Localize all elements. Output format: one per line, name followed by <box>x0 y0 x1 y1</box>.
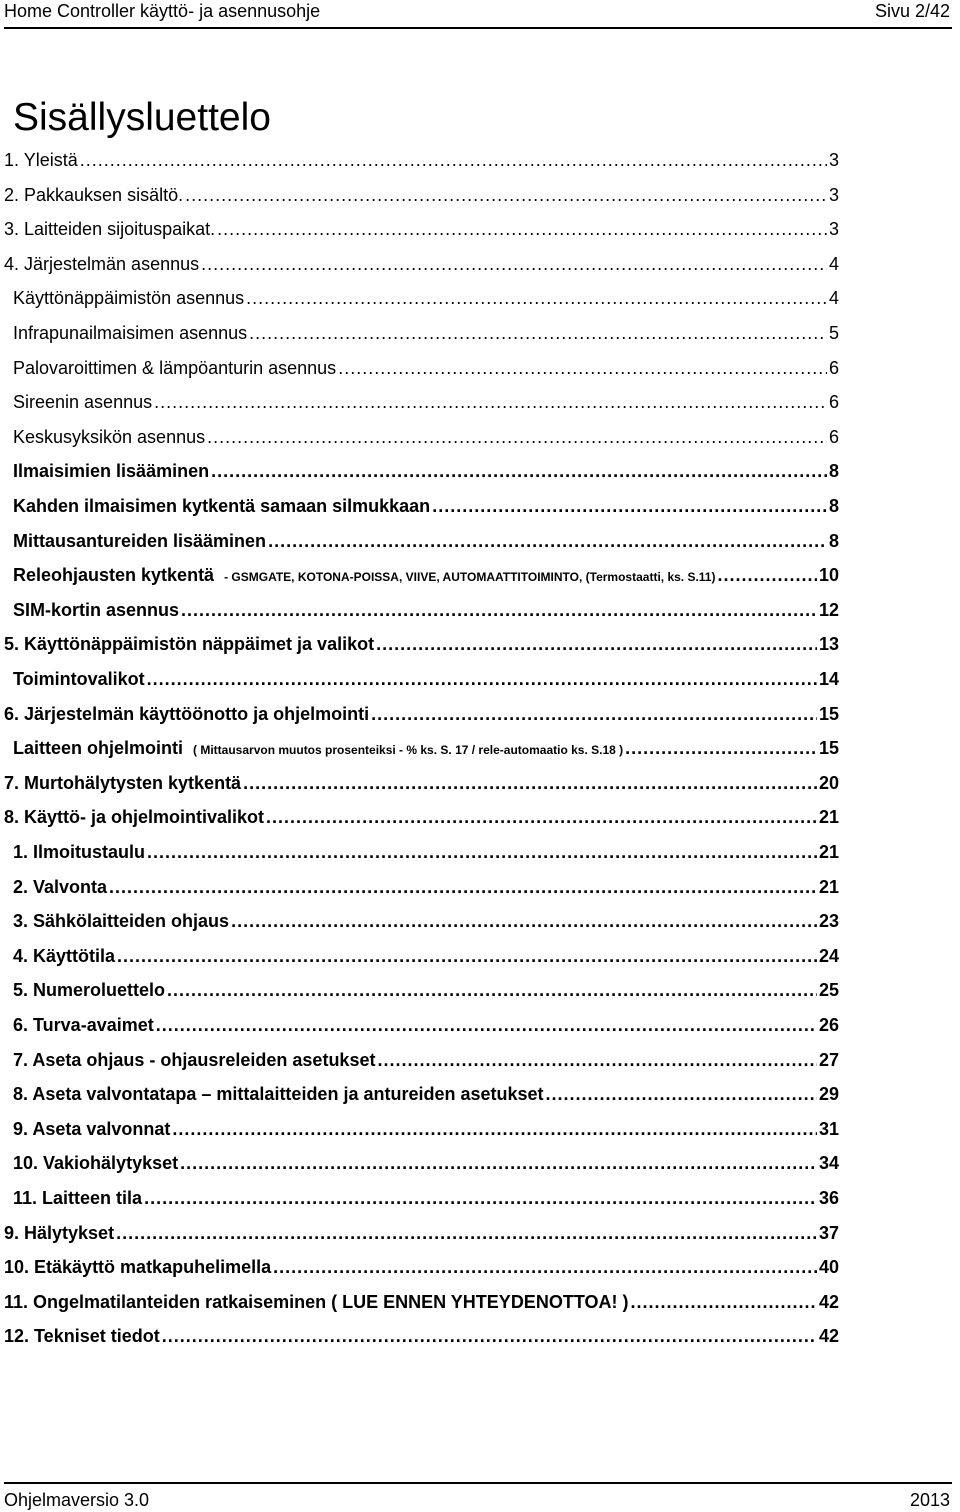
toc-entry-page: 21 <box>818 842 839 862</box>
dot-leader <box>147 842 817 863</box>
toc-entry-page: 13 <box>818 634 839 655</box>
toc-entry-page: 21 <box>818 876 839 897</box>
toc-entry-page: 10 <box>818 565 839 586</box>
toc-entry-note: ( Mittausarvon muutos prosenteiksi - % ks. S. 17 / rele-automaatio ks. S.18 ) <box>193 743 624 758</box>
toc-entry-label: 5. Numeroluettelo <box>13 980 166 1001</box>
toc-entry[interactable] <box>4 254 839 288</box>
toc-entry-page: 12 <box>818 599 839 620</box>
footer-year: 2013 <box>909 1490 950 1510</box>
toc-entry-label: Käyttönäppäimistön asennus <box>13 288 245 309</box>
toc-entry-label: 10. Vakiohälytykset <box>13 1153 179 1174</box>
toc-entry-page: 21 <box>818 807 839 828</box>
toc-entry[interactable] <box>13 911 839 945</box>
dot-leader <box>154 392 827 413</box>
toc-entry-label: 4. Käyttötila <box>13 945 116 966</box>
toc-entry-label: 2. Pakkauksen sisältö. <box>4 184 184 205</box>
dot-leader <box>211 461 827 482</box>
toc-entry-page: 42 <box>818 1326 839 1347</box>
toc-entry-page: 23 <box>818 911 839 932</box>
toc-entry-label: Kahden ilmaisimen kytkentä samaan silmukkaan <box>13 496 431 516</box>
toc-entry[interactable] <box>13 946 839 980</box>
toc-entry[interactable] <box>4 807 839 841</box>
toc-entry-page: 8 <box>828 530 839 551</box>
dot-leader <box>377 1050 817 1071</box>
toc-entry-page: 15 <box>818 738 839 759</box>
dot-leader <box>201 254 827 275</box>
toc-entry-page: 4 <box>828 288 839 309</box>
toc-entry-label: Ilmaisimien lisääminen <box>13 461 210 482</box>
toc-entry[interactable] <box>13 1015 839 1049</box>
dot-leader <box>162 1326 817 1347</box>
toc-entry[interactable] <box>13 877 839 911</box>
toc-entry-label: 9. Hälytykset <box>4 1222 115 1243</box>
toc-entry[interactable] <box>13 980 839 1014</box>
toc-entry-label: Releohjausten kytkentä <box>13 565 215 586</box>
toc-entry[interactable] <box>13 1188 839 1222</box>
document-title: Home Controller käyttö- ja asennusohje <box>4 1 321 21</box>
toc-entry-label: Keskusyksikön asennus <box>13 426 206 447</box>
toc-entry-label: 3. Laitteiden sijoituspaikat. <box>4 219 216 240</box>
toc-entry[interactable] <box>13 1153 839 1187</box>
dot-leader <box>246 288 827 309</box>
toc-entry-page: 42 <box>818 1291 839 1312</box>
toc-entry[interactable] <box>4 219 839 253</box>
toc-entry[interactable] <box>4 704 839 738</box>
toc-entry-page: 15 <box>818 703 839 724</box>
dot-leader <box>338 358 827 379</box>
toc-entry-label: 10. Etäkäyttö matkapuhelimella <box>4 1257 272 1278</box>
dot-leader <box>185 185 827 206</box>
toc-entry-label: 7. Aseta ohjaus - ohjausreleiden asetukset <box>13 1049 376 1070</box>
toc-entry-label: SIM-kortin asennus <box>13 599 180 620</box>
toc-entry[interactable] <box>13 531 839 565</box>
dot-leader <box>147 669 817 690</box>
toc-entry[interactable] <box>13 358 839 392</box>
toc-entry-page: 6 <box>828 426 839 447</box>
toc-entry[interactable] <box>4 1223 839 1257</box>
toc-entry-label: Toimintovalikot <box>13 669 145 689</box>
dot-leader <box>80 150 827 171</box>
toc-entry-page: 36 <box>818 1188 839 1208</box>
dot-leader <box>268 531 827 552</box>
toc-entry-page: 40 <box>818 1257 839 1278</box>
toc-entry-label: 5. Käyttönäppäimistön näppäimet ja valikot <box>4 634 375 655</box>
toc-entry[interactable] <box>13 669 839 703</box>
toc-entry-page: 3 <box>828 219 839 240</box>
toc-entry-label: 6. Järjestelmän käyttöönotto ja ohjelmointi <box>4 703 370 724</box>
dot-leader <box>167 980 817 1001</box>
toc-entry-page: 25 <box>818 980 839 1001</box>
toc-entry-label: 3. Sähkölaitteiden ohjaus <box>13 911 230 932</box>
toc-entry-label: 6. Turva-avaimet <box>13 1015 154 1035</box>
toc-entry-page: 37 <box>818 1222 839 1243</box>
toc-entry-page: 26 <box>818 1015 839 1035</box>
toc-entry[interactable] <box>13 496 839 530</box>
toc-entry-page: 8 <box>828 461 839 482</box>
toc-entry-page: 4 <box>828 253 839 274</box>
toc-entry[interactable] <box>13 323 839 357</box>
toc-entry-label: Palovaroittimen & lämpöanturin asennus <box>13 357 337 378</box>
toc-entry-page: 29 <box>818 1084 839 1105</box>
toc-entry[interactable] <box>13 1084 839 1118</box>
toc-entry[interactable] <box>4 1326 839 1360</box>
toc-entry-label: 7. Murtohälytysten kytkentä <box>4 772 242 793</box>
toc-entry-label: 9. Aseta valvonnat <box>13 1118 171 1139</box>
page-number: Sivu 2/42 <box>874 1 950 21</box>
toc-entry[interactable] <box>13 461 839 495</box>
toc-entry-page: 3 <box>828 184 839 205</box>
toc-entry[interactable] <box>13 427 839 461</box>
toc-entry[interactable] <box>13 288 839 322</box>
toc-entry[interactable] <box>13 600 839 634</box>
dot-leader <box>432 496 827 517</box>
toc-entry[interactable] <box>4 185 839 219</box>
toc-entry-page: 6 <box>828 357 839 378</box>
toc-entry-page: 31 <box>818 1118 839 1139</box>
toc-entry-label: 11. Laitteen tila <box>13 1188 143 1208</box>
dot-leader <box>180 1153 817 1174</box>
toc-entry[interactable] <box>13 1050 839 1084</box>
toc-entry-page: 5 <box>828 323 839 343</box>
toc-entry-page: 27 <box>818 1049 839 1070</box>
toc-entry-label: Infrapunailmaisimen asennus <box>13 323 248 343</box>
dot-leader <box>144 1188 817 1209</box>
toc-entry-page: 8 <box>828 496 839 516</box>
toc-entry-page: 14 <box>818 669 839 689</box>
toc-entry[interactable] <box>4 773 839 807</box>
toc-entry[interactable] <box>4 1257 839 1291</box>
dot-leader <box>231 911 817 932</box>
dot-leader <box>172 1119 817 1140</box>
toc-heading: Sisällysluettelo <box>13 96 271 139</box>
toc-entry-page: 34 <box>818 1153 839 1174</box>
toc-entry-label: 11. Ongelmatilanteiden ratkaiseminen ( LUE ENNEN YHTEYDENOTTOA! ) <box>4 1291 629 1312</box>
dot-leader <box>207 427 827 448</box>
toc-entry-label: 8. Käyttö- ja ohjelmointivalikot <box>4 807 265 828</box>
dot-leader <box>376 634 817 655</box>
dot-leader <box>371 704 817 725</box>
dot-leader <box>109 877 817 898</box>
dot-leader <box>546 1084 817 1105</box>
dot-leader <box>156 1015 817 1036</box>
dot-leader <box>117 946 817 967</box>
toc-entry[interactable] <box>4 1292 839 1326</box>
toc-entry-page: 3 <box>828 150 839 170</box>
dot-leader <box>273 1257 817 1278</box>
dot-leader <box>717 565 816 586</box>
dot-leader <box>243 773 817 794</box>
toc-entry[interactable] <box>13 392 839 426</box>
toc-entry[interactable] <box>13 565 839 599</box>
toc-entry-page: 6 <box>828 392 839 413</box>
dot-leader <box>116 1223 817 1244</box>
toc-entry-label: 12. Tekniset tiedot <box>4 1326 160 1347</box>
toc-entry-label: Sireenin asennus <box>13 392 153 413</box>
toc-entry[interactable] <box>13 1119 839 1153</box>
dot-leader <box>249 323 827 344</box>
toc-entry-label: 1. Ilmoitustaulu <box>13 842 146 862</box>
toc-entry-label: 2. Valvonta <box>13 876 108 897</box>
page-footer <box>4 1482 952 1512</box>
toc-entry-label: 1. Yleistä <box>4 150 78 170</box>
toc-entry-label: Mittausantureiden lisääminen <box>13 530 267 551</box>
dot-leader <box>217 219 827 240</box>
toc-entry[interactable] <box>13 842 839 876</box>
toc-entry-label: 8. Aseta valvontatapa – mittalaitteiden ja antureiden asetukset <box>13 1084 544 1105</box>
toc-entry-label: 4. Järjestelmän asennus <box>4 253 200 274</box>
page-header <box>4 0 952 29</box>
toc-entry[interactable] <box>13 738 839 772</box>
dot-leader <box>630 1292 816 1313</box>
dot-leader <box>266 807 817 828</box>
toc-entry[interactable] <box>4 634 839 668</box>
toc-entry[interactable] <box>4 150 839 184</box>
dot-leader <box>625 738 817 759</box>
toc-entry-page: 24 <box>818 945 839 966</box>
dot-leader <box>181 600 817 621</box>
toc-entry-page: 20 <box>818 772 839 793</box>
toc-entry-note: - GSMGATE, KOTONA-POISSA, VIIVE, AUTOMAATTITOIMINTO, (Termostaatti, ks. S.11) <box>224 570 716 585</box>
software-version: Ohjelmaversio 3.0 <box>4 1490 150 1510</box>
toc-entry-label: Laitteen ohjelmointi <box>13 738 184 759</box>
